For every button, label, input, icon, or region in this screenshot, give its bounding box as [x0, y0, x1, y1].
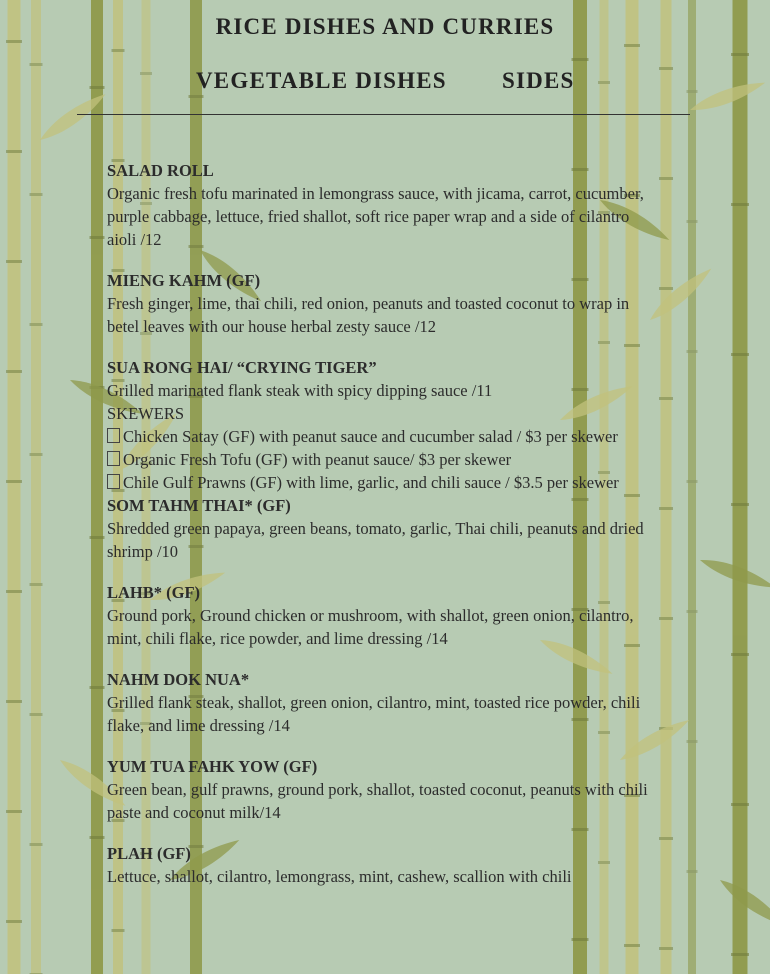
menu-item-name: SUA RONG HAI/ “CRYING TIGER”: [107, 358, 377, 377]
menu-item: [107, 581, 652, 650]
menu-item-name: YUM TUA FAHK YOW (GF): [107, 757, 318, 776]
menu-item: [107, 668, 652, 737]
menu-item-name: NAHM DOK NUA*: [107, 670, 250, 689]
menu-item-description: Fresh ginger, lime, thai chili, red onion, peanuts and toasted coconut to wrap in betel leaves with our house herbal zesty sauce /12: [107, 294, 630, 336]
nav-link-rice-dishes-curries[interactable]: RICE DISHES AND CURRIES: [215, 14, 555, 39]
skewer-option-label: Organic Fresh Tofu (GF) with peanut sauce/ $3 per skewer: [123, 450, 512, 469]
nav-link-sides[interactable]: SIDES: [502, 68, 575, 93]
menu-item: [107, 494, 652, 563]
menu-item-name: SALAD ROLL: [107, 161, 214, 180]
menu-item: [107, 842, 652, 888]
checkbox-icon: [107, 428, 120, 443]
skewer-option-label: Chile Gulf Prawns (GF) with lime, garlic, and chili sauce / $3.5 per skewer: [123, 473, 619, 492]
nav-divider: [77, 114, 690, 115]
menu-item-name: PLAH (GF): [107, 844, 191, 863]
menu-item-description: Organic fresh tofu marinated in lemongrass sauce, with jicama, carrot, cucumber, purple cabbage, lettuce, fried shallot, soft rice paper wrap and a side of cilantro aioli /12: [107, 184, 644, 249]
checkbox-icon: [107, 474, 120, 489]
skewer-option: [107, 471, 652, 494]
menu-item: [107, 755, 652, 824]
menu-item: [107, 356, 652, 402]
menu-item-description: Green bean, gulf prawns, ground pork, shallot, toasted coconut, peanuts with chili paste and coconut milk/14: [107, 780, 648, 822]
skewers-heading: SKEWERS: [107, 404, 185, 423]
menu-item-description: Ground pork, Ground chicken or mushroom, with shallot, green onion, cilantro, mint, chili flake, rice powder, and lime dressing /14: [107, 606, 634, 648]
menu-item-description: Grilled marinated flank steak with spicy dipping sauce /11: [107, 381, 493, 400]
menu-item-name: LAHB* (GF): [107, 583, 201, 602]
menu-item-name: MIENG KAHM (GF): [107, 271, 261, 290]
menu-item-list: [107, 159, 652, 906]
menu-item: [107, 269, 652, 338]
menu-item-description: Shredded green papaya, green beans, tomato, garlic, Thai chili, peanuts and dried shrimp /10: [107, 519, 644, 561]
menu-item-description: Grilled flank steak, shallot, green onion, cilantro, mint, toasted rice powder, chili flake, and lime dressing /14: [107, 693, 641, 735]
menu-item: [107, 159, 652, 251]
skewer-option-label: Chicken Satay (GF) with peanut sauce and cucumber salad / $3 per skewer: [123, 427, 618, 446]
skewers-section: [107, 402, 652, 494]
skewer-option: [107, 425, 652, 448]
checkbox-icon: [107, 451, 120, 466]
skewer-option: [107, 448, 652, 471]
nav-link-vegetable-dishes[interactable]: VEGETABLE DISHES: [196, 68, 447, 93]
menu-item-name: SOM TAHM THAI* (GF): [107, 496, 291, 515]
menu-item-description: Lettuce, shallot, cilantro, lemongrass, mint, cashew, scallion with chili: [107, 867, 572, 886]
